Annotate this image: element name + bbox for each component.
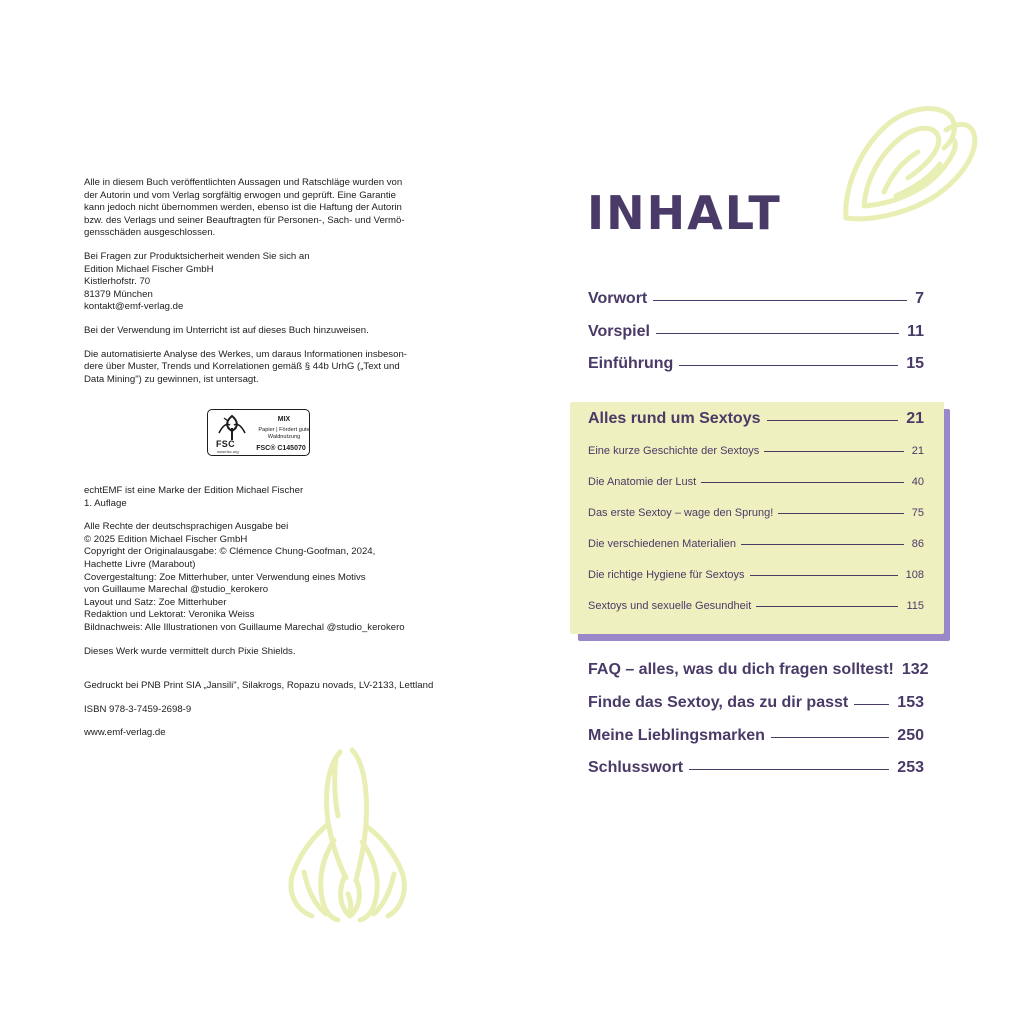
agency-line: Dieses Werk wurde vermittelt durch Pixie Shields.: [84, 645, 296, 657]
toc-entry-label: Schlusswort: [588, 759, 684, 776]
rights-line: Redaktion und Lektorat: Veronika Weiss: [84, 609, 255, 621]
toc-entry-page: 153: [897, 694, 924, 711]
disclaimer-line: kann jedoch nicht übernommen werden, ebenso ist die Haftung der Autorin: [84, 202, 402, 214]
toc-entry[interactable]: [588, 694, 924, 716]
fsc-code: FSC® C145070: [256, 445, 306, 452]
toc-entry-label: Einführung: [588, 355, 674, 372]
rights-line: Alle Rechte der deutschsprachigen Ausgabe bei: [84, 521, 289, 533]
disclaimer-line: gensschäden ausgeschlossen.: [84, 227, 216, 239]
toc-entry-label: Meine Lieblingsmarken: [588, 727, 765, 744]
toc-subentry-label: Die verschiedenen Materialien: [588, 538, 736, 550]
toc-leader-line: [767, 420, 899, 421]
toc-entry[interactable]: [588, 290, 924, 312]
edition-line: 1. Auflage: [84, 497, 127, 509]
rights-line: Bildnachweis: Alle Illustrationen von Guillaume Marechal @studio_kerokero: [84, 621, 405, 633]
imprint-text: [84, 177, 440, 386]
toc-leader-line: [653, 300, 907, 301]
toc-subentry[interactable]: [588, 538, 924, 560]
disclaimer-line: der Autorin und vom Verlag sorgfältig erwogen und geprüft. Eine Garantie: [84, 189, 396, 201]
contents-title: INHALT: [587, 186, 782, 240]
mining-line: Die automatisierte Analyse des Werkes, um daraus Informationen insbeson-: [84, 348, 407, 360]
publisher-city: 81379 München: [84, 288, 153, 300]
toc-leader-line: [778, 513, 903, 514]
toc-leader-line: [679, 365, 898, 366]
toc-subentry[interactable]: [588, 600, 924, 622]
mining-line: dere über Muster, Trends und Korrelationen gemäß § 44b UrhG („Text und: [84, 361, 400, 373]
toc-entry-page: 7: [915, 290, 924, 307]
safety-line: Bei Fragen zur Produktsicherheit wenden Sie sich an: [84, 250, 310, 262]
peeled-banana-illustration: [278, 744, 428, 924]
toc-entry-page: 11: [907, 323, 924, 340]
toc-entry[interactable]: [588, 759, 924, 781]
toc-subentry-label: Die Anatomie der Lust: [588, 476, 697, 488]
toc-entry-label: Alles rund um Sextoys: [588, 410, 761, 427]
toc-leader-line: [701, 482, 904, 483]
disclaimer-line: Alle in diesem Buch veröffentlichten Aussagen und Ratschläge wurden von: [84, 177, 403, 188]
toc-entry-label: Finde das Sextoy, das zu dir passt: [588, 694, 849, 711]
rights-line: © 2025 Edition Michael Fischer GmbH: [84, 533, 248, 545]
fsc-logo-text: FSC: [216, 439, 235, 449]
toc-entry[interactable]: [588, 661, 929, 683]
toc-leader-line: [771, 737, 889, 738]
toc-entry-page: 132: [901, 661, 929, 678]
toc-leader-line: [656, 333, 899, 334]
toc-subentry[interactable]: [588, 445, 924, 467]
toc-entry-label: Vorspiel: [588, 323, 650, 340]
isbn-line: ISBN 978-3-7459-2698-9: [84, 703, 192, 715]
toc-entry-page: 250: [897, 727, 924, 744]
publisher-name: Edition Michael Fischer GmbH: [84, 263, 214, 275]
toc-leader-line: [741, 544, 904, 545]
rights-line: Copyright der Originalausgabe: © Clémence Chung-Goofman, 2024,: [84, 546, 376, 558]
toc-subentry[interactable]: [588, 507, 924, 529]
toc-entry[interactable]: [588, 727, 924, 749]
toc-subentry-label: Die richtige Hygiene für Sextoys: [588, 569, 745, 581]
disclaimer-line: bzw. des Verlags und seiner Beauftragten für Personen-, Sach- und Vermö-: [84, 214, 405, 226]
toc-subentry[interactable]: [588, 569, 924, 591]
toc-entry-page: 253: [897, 759, 924, 776]
toc-entry-label: FAQ – alles, was du dich fragen solltest!: [588, 661, 894, 678]
toc-entry[interactable]: [588, 355, 924, 377]
rights-line: von Guillaume Marechal @studio_kerokero: [84, 584, 269, 596]
brand-line: echtEMF ist eine Marke der Edition Michael Fischer: [84, 485, 304, 496]
toc-chapter-entry[interactable]: [588, 410, 924, 432]
education-note: Bei der Verwendung im Unterricht ist auf dieses Buch hinzuweisen.: [84, 324, 369, 336]
fsc-label: [207, 409, 310, 456]
toc-subentry-page: 115: [906, 600, 924, 612]
toc-subentry-page: 108: [905, 569, 924, 581]
toc-leader-line: [750, 575, 898, 576]
publisher-street: Kistlerhofstr. 70: [84, 276, 151, 288]
toc-subentry-label: Das erste Sextoy – wage den Sprung!: [588, 507, 774, 519]
website-line: www.emf-verlag.de: [84, 727, 166, 739]
publisher-email: kontakt@emf-verlag.de: [84, 301, 184, 313]
mining-line: Data Mining") zu gewinnen, ist untersagt.: [84, 373, 259, 385]
toc-leader-line: [764, 451, 904, 452]
toc-subentry-page: 21: [911, 445, 924, 457]
toc-entry-page: 15: [906, 355, 924, 372]
fsc-website: www.fsc.org: [217, 449, 239, 454]
imprint-credits: [84, 485, 440, 740]
toc-leader-line: [854, 704, 889, 705]
toc-leader-line: [756, 606, 898, 607]
printer-line: Gedruckt bei PNB Print SIA „Jansili", Silakrogs, Ropazu novads, LV-2133, Lettland: [84, 680, 434, 692]
vulva-fruit-illustration: [836, 100, 986, 226]
toc-subentry-label: Eine kurze Geschichte der Sextoys: [588, 445, 760, 457]
toc-entry[interactable]: [588, 323, 924, 345]
toc-subentry-page: 75: [911, 507, 924, 519]
rights-line: Layout und Satz: Zoe Mitterhuber: [84, 596, 227, 608]
fsc-mix: MIX: [277, 416, 291, 423]
toc-subentry-label: Sextoys und sexuelle Gesundheit: [588, 600, 752, 612]
toc-subentry[interactable]: [588, 476, 924, 498]
fsc-description: Papier | Fördert gute Waldnutzung: [258, 427, 310, 440]
rights-line: Hachette Livre (Marabout): [84, 558, 196, 570]
fsc-tree-icon: [215, 413, 249, 441]
toc-subentry-page: 86: [911, 538, 924, 550]
rights-line: Covergestaltung: Zoe Mitterhuber, unter Verwendung eines Motivs: [84, 571, 366, 583]
toc-entry-page: 21: [906, 410, 924, 427]
toc-subentry-page: 40: [911, 476, 924, 488]
toc-entry-label: Vorwort: [588, 290, 648, 307]
toc-leader-line: [689, 769, 889, 770]
